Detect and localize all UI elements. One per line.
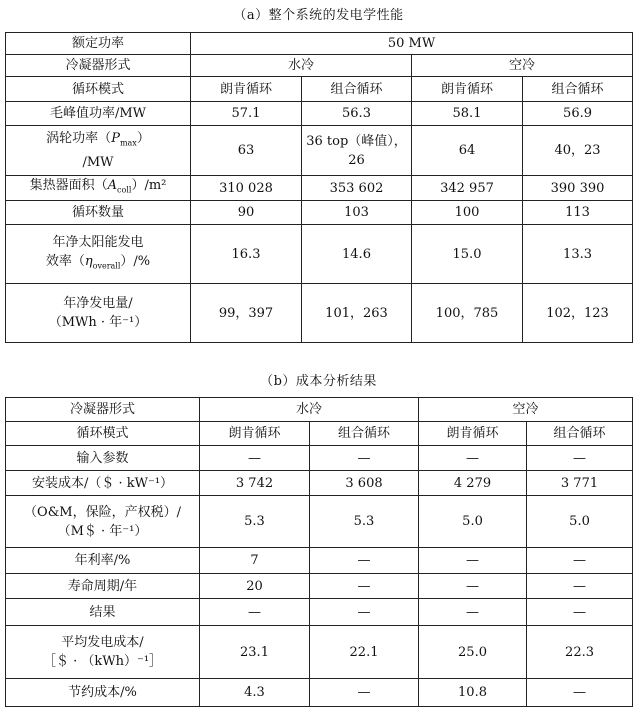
label-sub: max xyxy=(119,138,137,148)
table-row xyxy=(6,102,633,126)
label-text: ） xyxy=(136,131,150,147)
row-label: 寿命周期/年 xyxy=(6,574,200,599)
label-text: /MW xyxy=(82,154,114,170)
header-cycle: 朗肯循环 xyxy=(191,77,302,102)
table-cell: 310 028 xyxy=(191,176,302,201)
cell-text: 26 xyxy=(348,152,365,168)
label-text: 集热器面积（ xyxy=(29,178,108,194)
table-b-caption: （b）成本分析结果 xyxy=(260,374,377,389)
table-cell: 99，397 xyxy=(191,284,302,343)
table-cell: — xyxy=(527,548,633,574)
header-cycle: 组合循环 xyxy=(527,422,633,446)
table-row xyxy=(6,126,633,176)
header-cycle: 朗肯循环 xyxy=(200,422,310,446)
table-cell: 14.6 xyxy=(302,225,412,284)
table-cell: 56.9 xyxy=(523,102,633,126)
table-cell: — xyxy=(419,548,527,574)
table-cell: 353 602 xyxy=(302,176,412,201)
table-cell: 22.3 xyxy=(527,626,633,679)
table-cell: 64 xyxy=(412,126,523,176)
table-cell xyxy=(302,126,412,176)
row-label xyxy=(6,626,200,679)
table-row xyxy=(6,548,633,574)
header-cycle: 朗肯循环 xyxy=(419,422,527,446)
table-row xyxy=(6,55,633,77)
table-cell: 56.3 xyxy=(302,102,412,126)
header-cycle: 朗肯循环 xyxy=(412,77,523,102)
header-air-cooled: 空冷 xyxy=(419,398,633,422)
row-label: 安装成本/（＄ · kW⁻¹） xyxy=(6,471,200,496)
row-label: 毛峰值功率/MW xyxy=(6,102,191,126)
row-label: 循环数量 xyxy=(6,201,191,225)
table-cell: 25.0 xyxy=(419,626,527,679)
table-cell: 23.1 xyxy=(200,626,310,679)
table-row xyxy=(6,77,633,102)
row-label xyxy=(6,284,191,343)
label-var: η xyxy=(84,253,93,269)
table-cell: 3 608 xyxy=(310,471,419,496)
table-cell: 16.3 xyxy=(191,225,302,284)
table-cell: 113 xyxy=(523,201,633,225)
row-label xyxy=(6,176,191,201)
row-label xyxy=(6,126,191,176)
table-row xyxy=(6,33,633,55)
table-cell: 102，123 xyxy=(523,284,633,343)
table-cell: 101，263 xyxy=(302,284,412,343)
header-cycle: 组合循环 xyxy=(310,422,419,446)
rated-power-value: 50 MW xyxy=(191,33,633,55)
table-cell: 100，785 xyxy=(412,284,523,343)
label-text: （MWh · 年⁻¹） xyxy=(48,315,148,330)
label-text: （O&M，保险，产权税）/ xyxy=(24,504,181,520)
table-row xyxy=(6,225,633,284)
table-row xyxy=(6,496,633,548)
row-label: 冷凝器形式 xyxy=(6,55,191,77)
header-cycle: 组合循环 xyxy=(302,77,412,102)
label-text: 涡轮功率（ xyxy=(46,131,112,147)
table-cell: 58.1 xyxy=(412,102,523,126)
table-row xyxy=(6,422,633,446)
table-row xyxy=(6,679,633,707)
table-cell: 13.3 xyxy=(523,225,633,284)
table-cell: 5.3 xyxy=(310,496,419,548)
row-label: 循环模式 xyxy=(6,422,200,446)
table-a-caption: （a）整个系统的发电学性能 xyxy=(233,8,404,23)
table-cell: 63 xyxy=(191,126,302,176)
table-row xyxy=(6,626,633,679)
label-text: 年净太阳能发电 xyxy=(52,234,144,250)
header-cycle: 组合循环 xyxy=(523,77,633,102)
label-sub: coll xyxy=(117,185,132,195)
label-text: ［＄ · （kWh）⁻¹］ xyxy=(42,654,163,669)
table-b xyxy=(5,397,633,707)
table-cell: 5.0 xyxy=(419,496,527,548)
table-cell: — xyxy=(310,548,419,574)
table-cell: 22.1 xyxy=(310,626,419,679)
table-cell: — xyxy=(527,446,633,471)
table-row xyxy=(6,574,633,599)
table-cell: — xyxy=(527,599,633,626)
row-label: 年利率/% xyxy=(6,548,200,574)
table-row xyxy=(6,599,633,626)
row-label xyxy=(6,225,191,284)
table-cell: 7 xyxy=(200,548,310,574)
table-cell: — xyxy=(200,446,310,471)
table-cell: — xyxy=(310,599,419,626)
table-cell: 10.8 xyxy=(419,679,527,707)
table-cell: 4 279 xyxy=(419,471,527,496)
row-label: 输入参数 xyxy=(6,446,200,471)
row-label: 冷凝器形式 xyxy=(6,398,200,422)
label-text: （M＄ · 年⁻¹） xyxy=(57,523,148,539)
table-cell: — xyxy=(200,599,310,626)
table-cell: — xyxy=(419,574,527,599)
label-text: 平均发电成本/ xyxy=(61,635,144,650)
table-cell: 103 xyxy=(302,201,412,225)
table-cell: — xyxy=(310,446,419,471)
table-cell: 342 957 xyxy=(412,176,523,201)
row-label: 节约成本/% xyxy=(6,679,200,707)
table-cell: 100 xyxy=(412,201,523,225)
cell-text: 36 top（峰值）， xyxy=(306,133,407,149)
table-cell: 20 xyxy=(200,574,310,599)
table-cell: — xyxy=(419,599,527,626)
label-text: ）/m² xyxy=(131,178,167,194)
table-row xyxy=(6,284,633,343)
table-row xyxy=(6,176,633,201)
header-water-cooled: 水冷 xyxy=(191,55,412,77)
table-cell: 40，23 xyxy=(523,126,633,176)
table-cell: 3 771 xyxy=(527,471,633,496)
header-air-cooled: 空冷 xyxy=(412,55,633,77)
row-label: 循环模式 xyxy=(6,77,191,102)
table-row xyxy=(6,471,633,496)
table-cell: 5.0 xyxy=(527,496,633,548)
table-cell: 4.3 xyxy=(200,679,310,707)
row-label: 额定功率 xyxy=(6,33,191,55)
row-label xyxy=(6,496,200,548)
row-label: 结果 xyxy=(6,599,200,626)
table-cell: 5.3 xyxy=(200,496,310,548)
header-water-cooled: 水冷 xyxy=(200,398,419,422)
table-cell: 15.0 xyxy=(412,225,523,284)
label-text: 年净发电量/ xyxy=(63,296,133,311)
table-cell: — xyxy=(419,446,527,471)
table-cell: 390 390 xyxy=(523,176,633,201)
label-sub: overall xyxy=(92,261,121,271)
table-a xyxy=(5,32,633,343)
table-row xyxy=(6,201,633,225)
label-var: A xyxy=(107,178,118,194)
table-cell: — xyxy=(310,679,419,707)
table-cell: — xyxy=(310,574,419,599)
table-cell: 3 742 xyxy=(200,471,310,496)
table-cell: 57.1 xyxy=(191,102,302,126)
table-row xyxy=(6,398,633,422)
label-text: ）/% xyxy=(120,253,151,269)
label-text: 效率（ xyxy=(45,253,85,269)
table-cell: — xyxy=(527,574,633,599)
label-var: P xyxy=(111,131,120,147)
table-cell: 90 xyxy=(191,201,302,225)
table-row xyxy=(6,446,633,471)
table-cell: — xyxy=(527,679,633,707)
